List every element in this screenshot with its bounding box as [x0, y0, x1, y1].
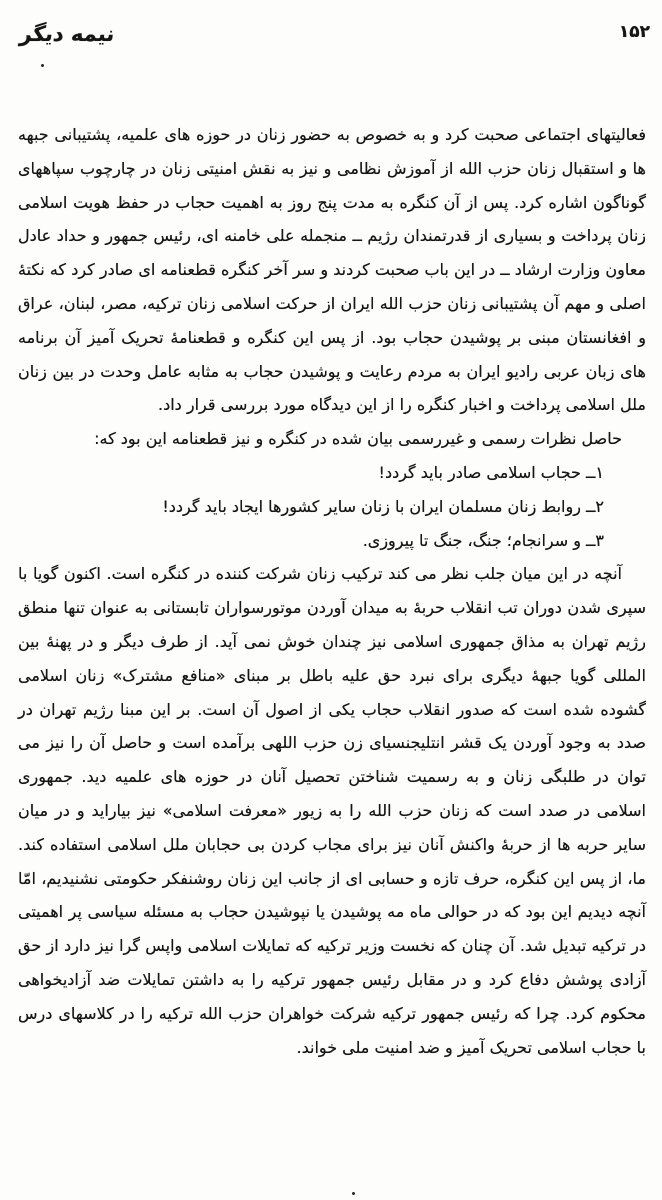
- resolution-item-3: ۳ــ و سرانجام؛ جنگ، جنگ تا پیروزی.: [362, 530, 604, 550]
- paragraph-congress-report: فعالیتهای اجتماعی صحبت کرد و به خصوص به حضور زنان در حوزه های علمیه، پشتیبانی جبهه ها و استقبال زنان حزب الله از آموزش نظامی و نیز به نقش امنیتی زنان در چارچوب سپاههای گوناگون اشاره کرد. پس از آن کنگره به مدت پنج روز به اهمیت حجاب در حفظ هویت اسلامی زنان پرداخت و بسیاری از قدرتمندان رژیم ــ منجمله علی خامنه ای، رئیس جمهور و حداد عادل معاون وزارت ارشاد ــ در این باب صحبت کردند و سر آخر کنگره قطعنامه ای صادر کرد که نکتۀ اصلی و مهم آن پشتیبانی زنان حزب الله ایران از حرکت اسلامی زنان ترکیه، مصر، لبنان، عراق و افغانستان مبنی بر پوشیدن حجاب بود. از پس این کنگره و قطعنامۀ تحریک آمیز آن برنامه های زبان عربی رادیو ایران به مردم رعایت و پوشیدن حجاب به مثابه عامل وحدت در بین زنان ملل اسلامی پرداخت و اخبار کنگره را از این دیدگاه مورد بررسی قرار داد.: [18, 125, 646, 415]
- page-header: [20, 22, 650, 46]
- paragraph-analysis: آنچه در این میان جلب نظر می کند ترکیب زنان شرکت کننده در کنگره است. اکنون گویا با سپری شدن دوران تب انقلاب حربۀ به میدان آوردن موتورسواران تابستانی به عنوان تنها منطق رژیم تهران به مذاق جمهوری اسلامی نیز چندان خوش نمی آید. از طرف دیگر و در پهنۀ بین المللی گویا جبهۀ دیگری برای نبرد حق علیه باطل بر مبنای «منافع مشترک» زنان اسلامی گشوده شده است که صدور انقلاب حجاب یکی از اصول آن است. بر این مبنا رژیم تهران در صدد به وجود آوردن یک قشر انتلیجنسیای زن حزب اللهی برآمده است و حاصل آن را نیز می توان در طلبگی زنان و به رسمیت شناختن تحصیل آنان در حوزه های علمیه دید. جمهوری اسلامی در صدد است که زنان حزب الله را به زیور «معرفت اسلامی» نیز بیاراید و در میان سایر حربه ها از حربۀ واکنش آنان نیز برای مجاب کردن بی حجابان ملل اسلامی استفاده کند. ما، از پس این کنگره، حرف تازه و حسابی ای از جانب این زنان روشنفکر حکومتی نشنیدیم، امّا آنچه دیدیم این بود که در حوالی ماه مه پوشیدن یا نپوشیدن حجاب به مسئله سیاسی پر اهمیتی در ترکیه تبدیل شد. آن چنان که نخست وزیر ترکیه که تمایلات اسلامی واپس گرا نیز دارد از حق آزادی پوشش دفاع کرد و در مقابل رئیس جمهور ترکیه را به داشتن تمایلات ضد آزادیخواهی محکوم کرد. چرا که رئیس جمهور ترکیه شرکت خواهران حزب الله ترکیه را در کلاسهای درس با حجاب اسلامی تحریک آمیز و ضد امنیت ملی خواند.: [18, 564, 646, 1057]
- resolution-item-2: ۲ــ روابط زنان مسلمان ایران با زنان سایر کشورها ایجاد باید گردد!: [162, 496, 604, 516]
- scan-speck: [352, 1192, 355, 1195]
- paragraph-resolution-intro: حاصل نظرات رسمی و غیررسمی بیان شده در کنگره و نیز قطعنامه این بود که:: [94, 429, 622, 449]
- page-number: ۱۵۲: [618, 22, 650, 42]
- page-body-text: [18, 118, 646, 1064]
- resolution-item-1: ۱ــ حجاب اسلامی صادر باید گردد!: [378, 462, 604, 482]
- book-title: نیمه دیگر: [18, 22, 116, 46]
- scan-speck: [41, 64, 44, 67]
